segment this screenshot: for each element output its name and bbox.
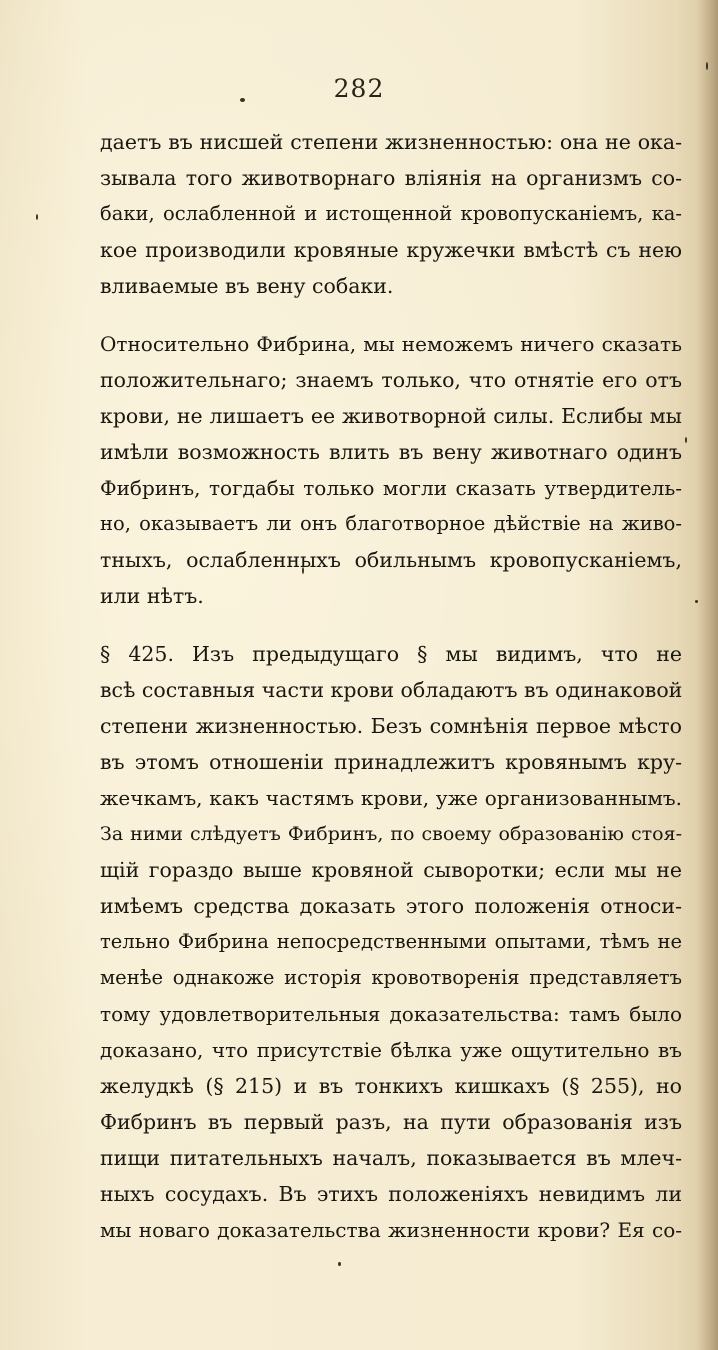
text-line: въ этомъ отношеніи принадлежитъ кровянымъ кру-: [100, 750, 682, 774]
text-line: вливаемые въ вену собаки.: [100, 274, 394, 298]
text-line: За ними слѣдуетъ Фибринъ, по своему образованію стоя-: [100, 823, 682, 845]
text-line: доказано, что присутствіе бѣлка уже ощутительно въ: [100, 1038, 682, 1062]
text-line: мы новаго доказательства жизненности крови? Ея со-: [100, 1218, 682, 1242]
text-line: кое производили кровяные кружечки вмѣстѣ съ нею: [100, 238, 682, 262]
text-line: тому удовлетворительныя доказательства: тамъ было: [100, 1002, 682, 1026]
text-line: ныхъ сосудахъ. Въ этихъ положеніяхъ невидимъ ли: [100, 1182, 682, 1206]
text-line: тныхъ, ослабленныхъ обильнымъ кровопусканіемъ,: [100, 548, 682, 572]
text-line: или нѣтъ.: [100, 584, 204, 608]
text-line: менѣе однакоже исторія кровотворенія представляетъ: [100, 966, 682, 989]
text-line: щій гораздо выше кровяной сыворотки; если мы не: [100, 858, 682, 882]
text-line: зывала того животворнаго вліянія на организмъ со-: [100, 166, 682, 190]
text-line: пищи питательныхъ началъ, показывается въ млеч-: [100, 1146, 682, 1170]
text-line: Относительно Фибрина, мы неможемъ ничего сказать: [100, 332, 682, 356]
text-line: баки, ослабленной и истощенной кровопусканіемъ, ка-: [100, 202, 682, 225]
text-line: всѣ составныя части крови обладаютъ въ одинаковой: [100, 678, 683, 702]
paragraph: [100, 326, 682, 614]
paragraph: [100, 636, 682, 1248]
text-line: жечкамъ, какъ частямъ крови, уже организованнымъ.: [100, 786, 682, 810]
text-line: степени жизненностью. Безъ сомнѣнія первое мѣсто: [100, 714, 682, 738]
text-line: Фибринъ, тогдабы только могли сказать утвердитель-: [100, 476, 682, 500]
text-line: крови, не лишаетъ ее животворной силы. Еслибы мы: [100, 404, 682, 428]
text-line: имѣемъ средства доказать этого положенія относи-: [100, 894, 682, 918]
page-edge-shadow: [696, 0, 718, 1350]
text-line: имѣли возможность влить въ вену животнаго одинъ: [100, 440, 682, 464]
text-line: § 425. Изъ предыдущаго § мы видимъ, что не: [100, 642, 682, 666]
paragraph: [100, 124, 682, 304]
text-line: желудкѣ (§ 215) и въ тонкихъ кишкахъ (§ 255), но: [100, 1074, 682, 1098]
text-line: но, оказываетъ ли онъ благотворное дѣйствіе на живо-: [100, 512, 682, 535]
text-line: Фибринъ въ первый разъ, на пути образованія изъ: [100, 1110, 682, 1134]
text-line: положительнаго; знаемъ только, что отнятіе его отъ: [100, 368, 682, 392]
body-text: [100, 124, 682, 1248]
text-line: даетъ въ нисшей степени жизненностью: она не ока-: [100, 130, 682, 154]
page-number: 282: [333, 74, 385, 103]
text-line: тельно Фибрина непосредственными опытами, тѣмъ не: [100, 930, 682, 953]
